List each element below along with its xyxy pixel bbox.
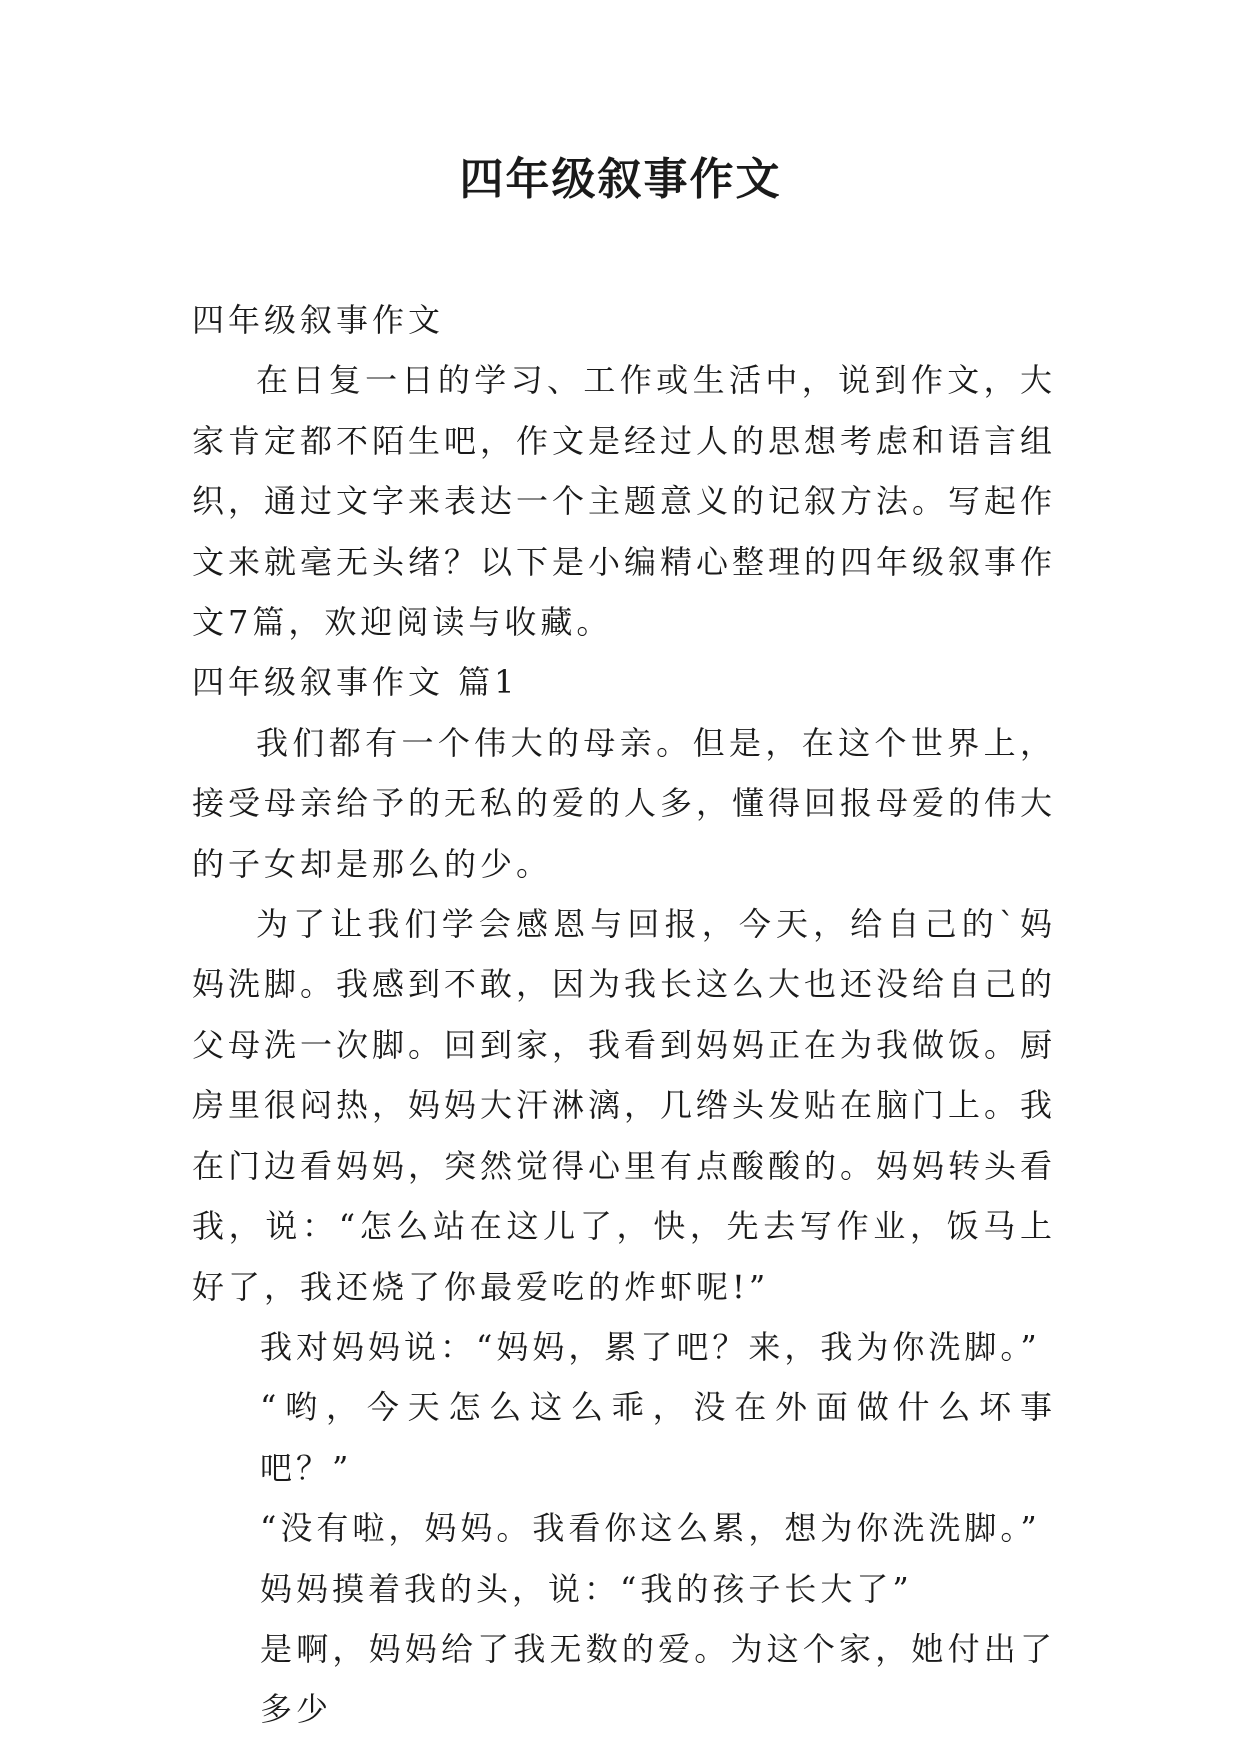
document-body xyxy=(192,290,1056,1740)
dialogue-line: “哟，今天怎么这么乖，没在外面做什么坏事吧？” xyxy=(260,1388,1056,1487)
section-heading: 四年级叙事作文 篇1 xyxy=(192,663,519,702)
body-paragraph: 为了让我们学会感恩与回报，今天，给自己的`妈妈洗脚。我感到不敢，因为我长这么大也还没给自己的父母洗一次脚。回到家，我看到妈妈正在为我做饭。厨房里很闷热，妈妈大汗淋漓，几绺头发贴在脑门上。我在门边看妈妈，突然觉得心里有点酸酸的。妈妈转头看我，说：“怎么站在这儿了，快，先去写作业，饭马上好了，我还烧了你最爱吃的炸虾呢!” xyxy=(192,905,1057,1306)
dialogue-line: 是啊，妈妈给了我无数的爱。为这个家，她付出了多少 xyxy=(260,1629,1056,1729)
intro-paragraph: 在日复一日的学习、工作或生活中，说到作文，大家肯定都不陌生吧，作文是经过人的思想考虑和语言组织，通过文字来表达一个主题意义的记叙方法。写起作文来就毫无头绪？以下是小编精心整理的四年级叙事作文7篇，欢迎阅读与收藏。 xyxy=(192,361,1057,642)
dialogue-line: 我对妈妈说：“妈妈，累了吧？来，我为你洗脚。” xyxy=(260,1327,1041,1366)
subtitle-line: 四年级叙事作文 xyxy=(192,301,445,339)
dialogue-line: “没有啦，妈妈。我看你这么累，想为你洗洗脚。” xyxy=(260,1509,1041,1548)
body-paragraph: 我们都有一个伟大的母亲。但是，在这个世界上，接受母亲给予的无私的爱的人多，懂得回报母爱的伟大的子女却是那么的少。 xyxy=(192,723,1057,883)
dialogue-line: 妈妈摸着我的头，说：“我的孩子长大了” xyxy=(260,1569,913,1608)
document-title: 四年级叙事作文 xyxy=(459,154,782,205)
